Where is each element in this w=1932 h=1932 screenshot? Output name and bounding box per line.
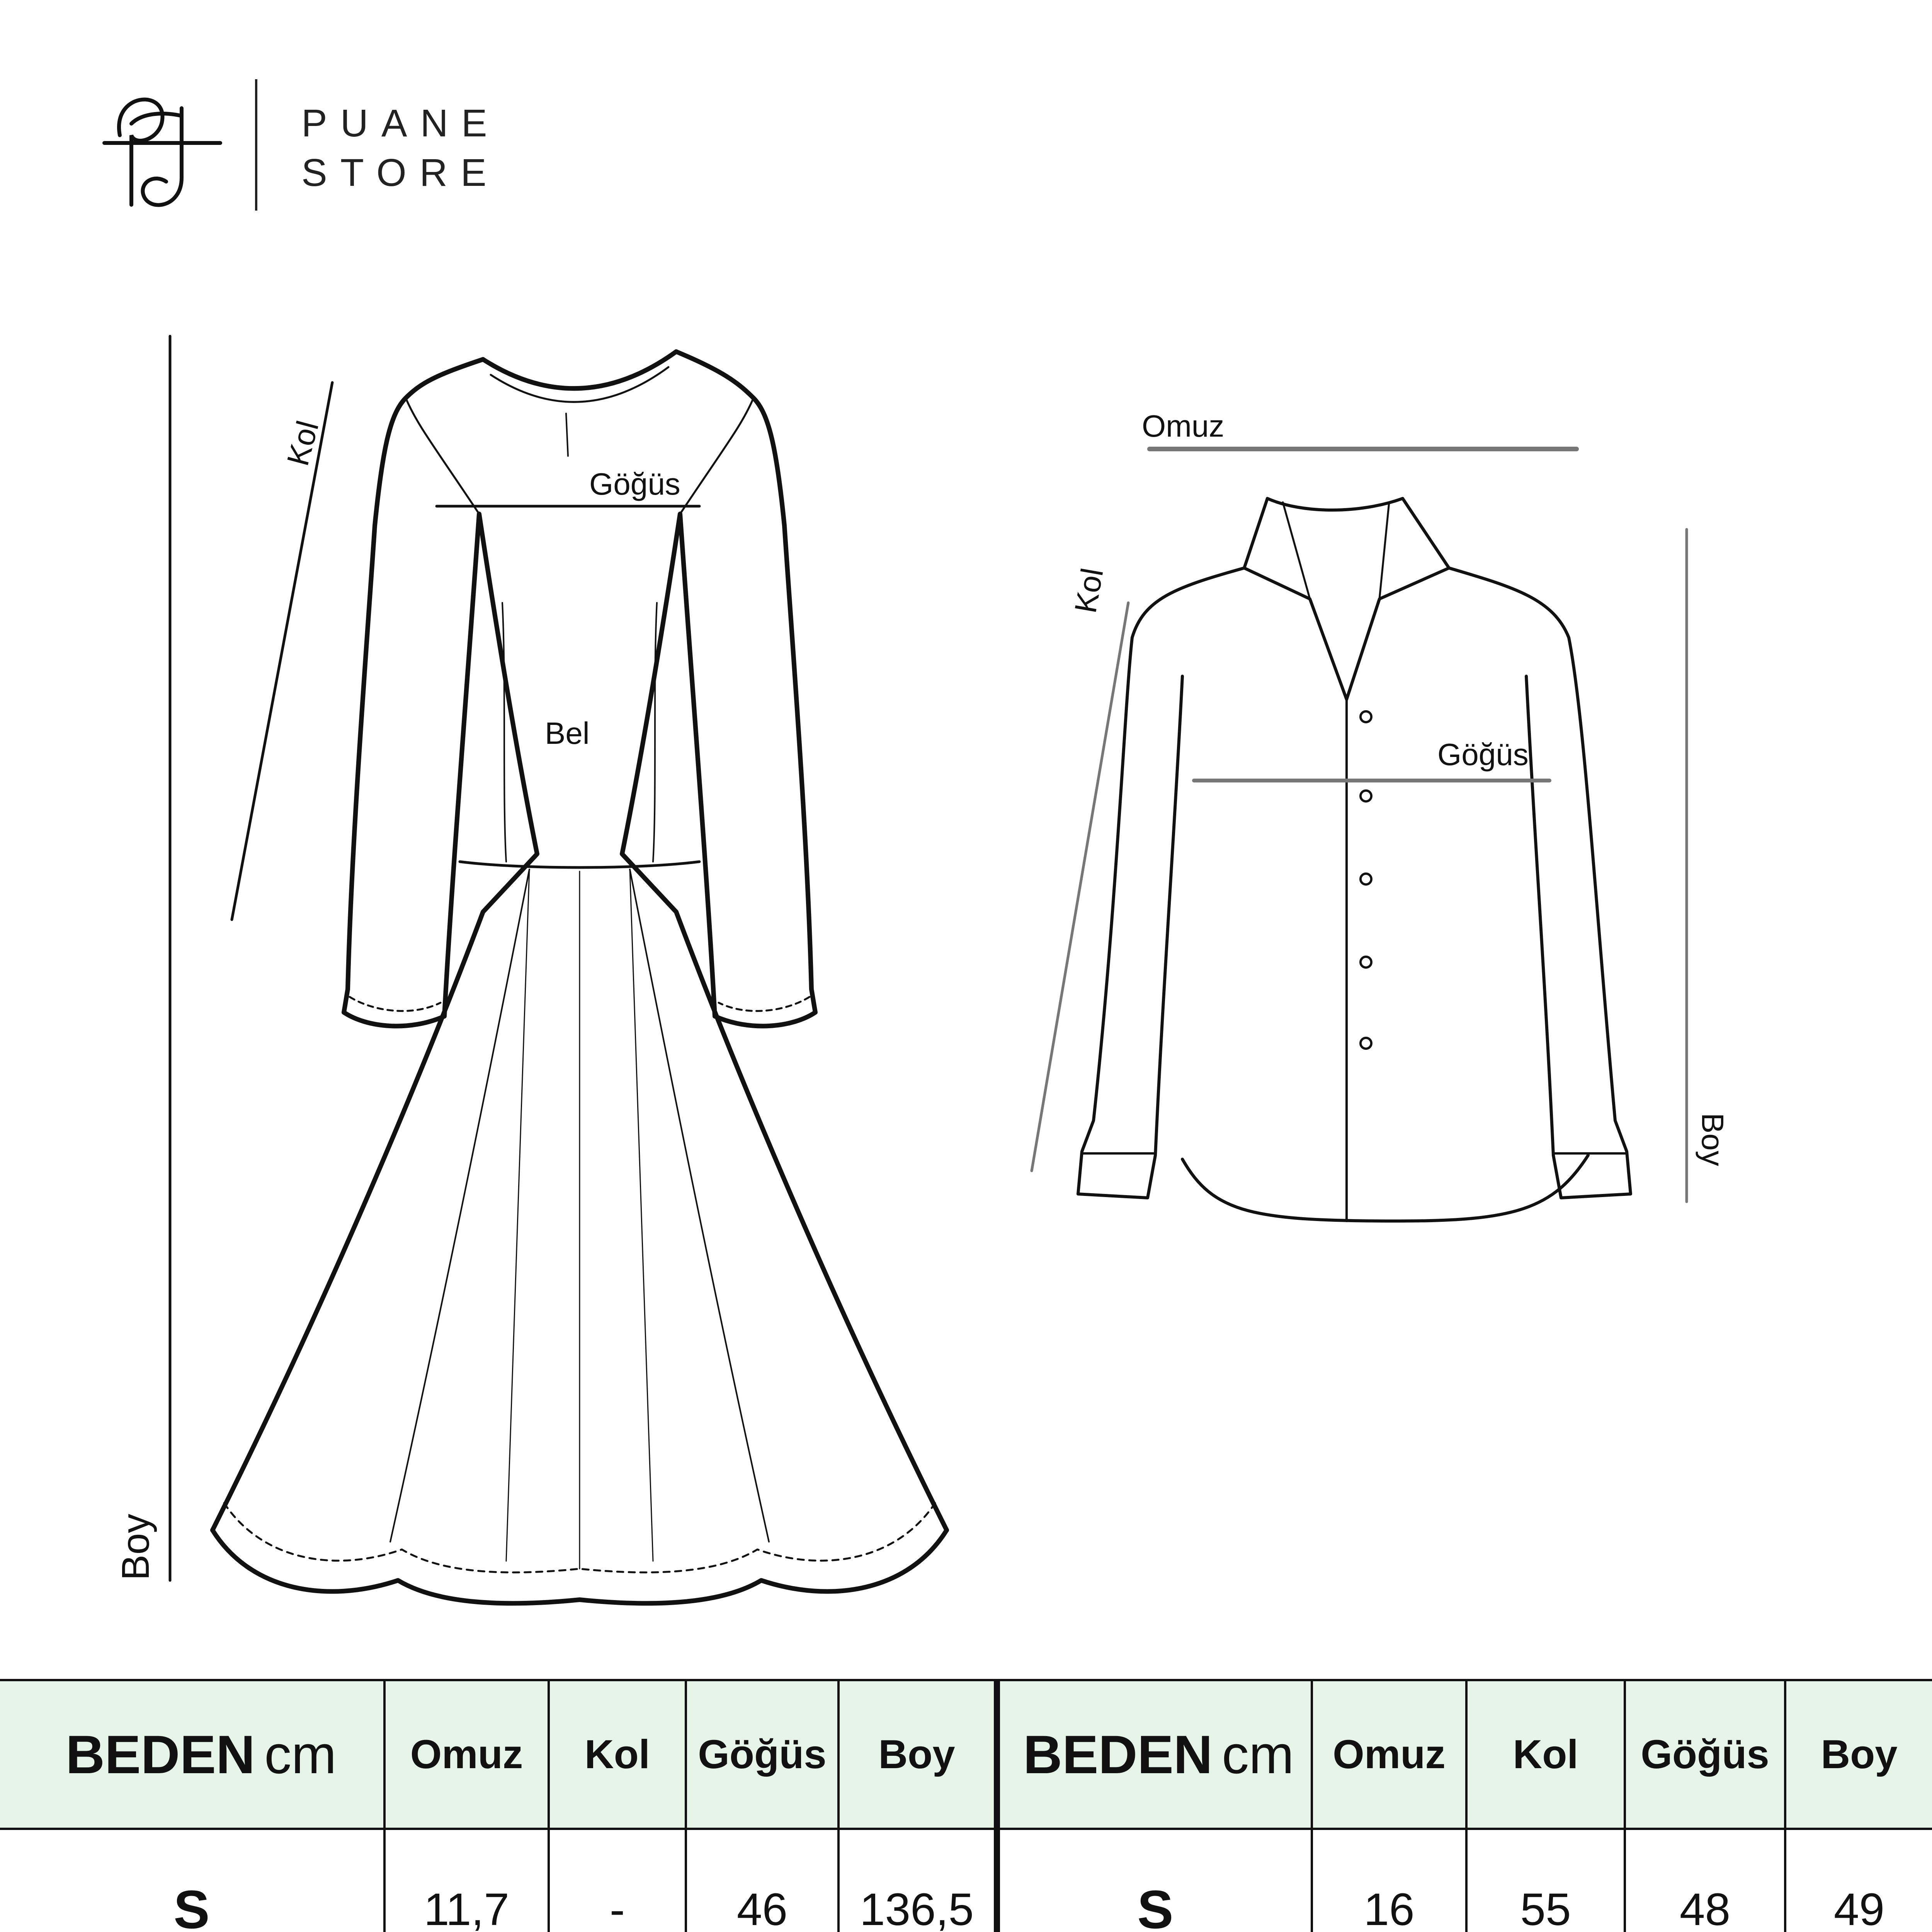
- left-omuz-value: 11,7: [384, 1829, 549, 1932]
- shirt-sketch: [1012, 406, 1789, 1240]
- shirt-button: [1361, 711, 1371, 722]
- dress-kol-label: Kol: [280, 417, 325, 469]
- left-omuz-header: Omuz: [384, 1680, 549, 1829]
- right-boy-header: Boy: [1785, 1680, 1932, 1829]
- left-boy-header: Boy: [838, 1680, 997, 1829]
- right-beden-header: BEDEN cm: [997, 1680, 1312, 1829]
- left-gogus-header: Göğüs: [686, 1680, 838, 1829]
- left-gogus-value: 46: [686, 1829, 838, 1932]
- pj-monogram-icon: [89, 77, 228, 216]
- right-kol-value: 55: [1466, 1829, 1625, 1932]
- shirt-button: [1361, 957, 1371, 968]
- left-size-label: S: [0, 1829, 384, 1932]
- dress-boy-label: Boy: [114, 1514, 157, 1580]
- shirt-gogus-label: Göğüs: [1437, 737, 1529, 772]
- brand-name-line-2: STORE: [301, 151, 500, 194]
- left-kol-header: Kol: [549, 1680, 686, 1829]
- shirt-button: [1361, 1038, 1371, 1049]
- logo-divider: [255, 79, 257, 211]
- right-omuz-header: Omuz: [1312, 1680, 1466, 1829]
- shirt-button: [1361, 874, 1371, 884]
- dress-gogus-label: Göğüs: [589, 467, 680, 501]
- left-beden-header: BEDEN cm: [0, 1680, 384, 1829]
- right-size-label: S: [997, 1829, 1312, 1932]
- left-kol-value: -: [549, 1829, 686, 1932]
- right-omuz-value: 16: [1312, 1829, 1466, 1932]
- shirt-omuz-label: Omuz: [1142, 409, 1225, 443]
- right-gogus-header: Göğüs: [1625, 1680, 1785, 1829]
- table-row: [0, 1829, 1932, 1932]
- size-table: [0, 1679, 1932, 1932]
- right-boy-value: 49: [1785, 1829, 1932, 1932]
- dress-bel-label: Bel: [545, 716, 590, 750]
- right-kol-header: Kol: [1466, 1680, 1625, 1829]
- dress-sketch: [97, 332, 1005, 1638]
- shirt-boy-label: Boy: [1696, 1113, 1730, 1166]
- size-table-header-row: [0, 1680, 1932, 1829]
- brand-name-line-1: PUANE: [301, 102, 500, 145]
- dress-bel-measure-line: [460, 862, 699, 867]
- shirt-button: [1361, 791, 1371, 801]
- right-gogus-value: 48: [1625, 1829, 1785, 1932]
- dress-kol-measure-line: [232, 383, 332, 920]
- left-boy-value: 136,5: [838, 1829, 997, 1932]
- shirt-kol-label: Kol: [1068, 565, 1110, 616]
